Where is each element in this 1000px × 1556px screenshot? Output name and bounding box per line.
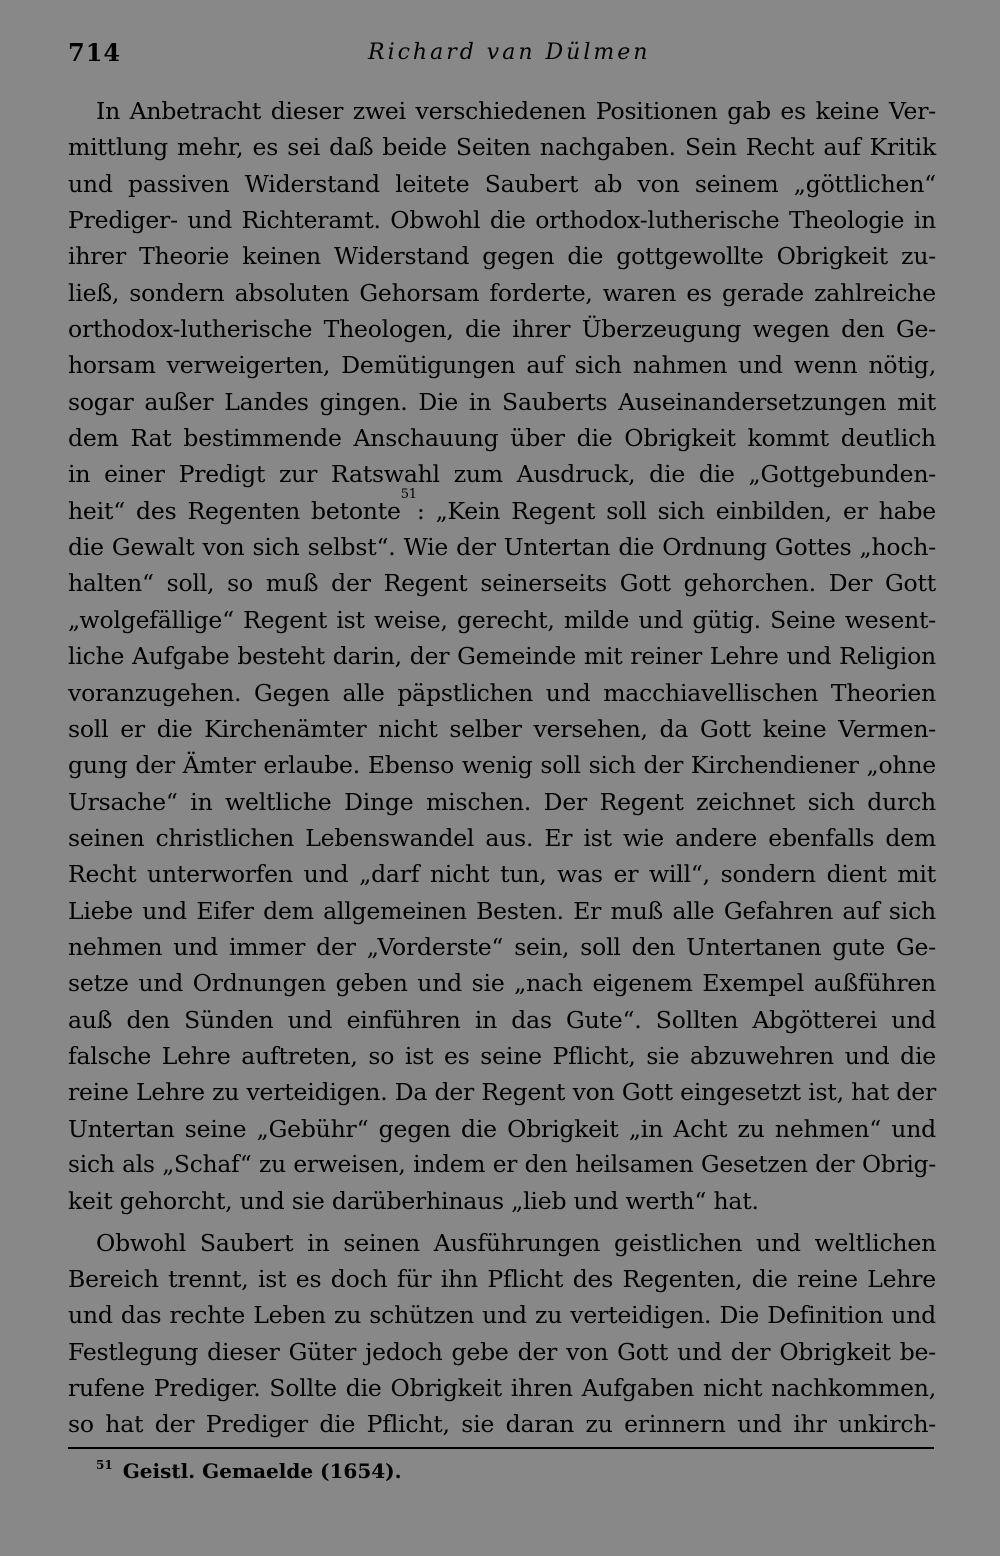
- text-fragment: : „Kein Regent soll sich einbilden, er habe: [416, 496, 937, 525]
- text-line: reine Lehre zu verteidigen. Da der Regent von Gott eingesetzt ist, hat der: [68, 1078, 936, 1107]
- text-line-with-footnote-ref: [68, 486, 937, 529]
- text-line: setze und Ordnungen geben und sie „nach eigenem Exempel außführen: [68, 969, 936, 998]
- body-text: [68, 93, 936, 1443]
- text-line: Bereich trennt, ist es doch für ihn Pflicht des Regenten, die reine Lehre: [68, 1265, 936, 1293]
- text-line: in einer Predigt zur Ratswahl zum Ausdruck, die die „Gottgebunden-: [68, 460, 936, 489]
- text-line: orthodox-lutherische Theologen, die ihrer Überzeugung wegen den Ge-: [68, 315, 936, 344]
- text-line: voranzugehen. Gegen alle päpstlichen und macchiavellischen Theorien: [68, 678, 936, 707]
- text-line: seinen christlichen Lebenswandel aus. Er ist wie andere ebenfalls dem: [68, 823, 936, 852]
- text-line: auß den Sünden und einführen in das Gute“. Sollten Abgötterei und: [68, 1005, 936, 1034]
- text-line: In Anbetracht dieser zwei verschiedenen Positionen gab es keine Ver-: [96, 97, 936, 125]
- footnote: [96, 1459, 402, 1483]
- text-line: Ursache“ in weltliche Dinge mischen. Der Regent zeichnet sich durch: [68, 787, 936, 816]
- text-line: Untertan seine „Gebühr“ gegen die Obrigkeit „in Acht zu nehmen“ und: [68, 1114, 936, 1143]
- text-line: Recht unterworfen und „darf nicht tun, was er will“, sondern dient mit: [68, 860, 936, 889]
- text-line: soll er die Kirchenämter nicht selber versehen, da Gott keine Vermen-: [68, 714, 936, 743]
- text-line: sich als „Schaf“ zu erweisen, indem er den heilsamen Gesetzen der Obrig-: [68, 1150, 936, 1178]
- text-line: keit gehorcht, und sie darüberhinaus „lieb und werth“ hat.: [68, 1187, 759, 1216]
- text-line: und passiven Widerstand leitete Saubert ab von seinem „göttlichen“: [68, 169, 936, 198]
- text-line: „wolgefällige“ Regent ist weise, gerecht, milde und gütig. Seine wesent-: [68, 605, 936, 634]
- page-header: [68, 38, 936, 74]
- page-number: 714: [68, 38, 122, 67]
- text-line: nehmen und immer der „Vorderste“ sein, soll den Untertanen gute Ge-: [68, 932, 936, 961]
- footnote-number: 51: [96, 1458, 113, 1472]
- footnote-text: Geistl. Gemaelde (1654).: [122, 1459, 402, 1483]
- text-line: ihrer Theorie keinen Widerstand gegen die gottgewollte Obrigkeit zu-: [68, 242, 936, 271]
- text-line: dem Rat bestimmende Anschauung über die Obrigkeit kommt deutlich: [68, 424, 936, 453]
- text-line: gung der Ämter erlaube. Ebenso wenig soll sich der Kirchendiener „ohne: [68, 751, 936, 780]
- text-line: ließ, sondern absoluten Gehorsam forderte, waren es gerade zahlreiche: [68, 278, 936, 307]
- text-line: Prediger- und Richteramt. Obwohl die orthodox-lutherische Theologie in: [68, 206, 936, 235]
- text-fragment: heit“ des Regenten betonte: [68, 496, 401, 525]
- running-head: Richard van Dülmen: [368, 40, 651, 65]
- text-line: horsam verweigerten, Demütigungen auf sich nahmen und wenn nötig,: [68, 351, 936, 380]
- text-line: rufene Prediger. Sollte die Obrigkeit ihren Aufgaben nicht nachkommen,: [68, 1374, 936, 1403]
- text-line: mittlung mehr, es sei daß beide Seiten nachgaben. Sein Recht auf Kritik: [68, 133, 936, 162]
- text-line: liche Aufgabe besteht darin, der Gemeinde mit reiner Lehre und Religion: [68, 642, 936, 671]
- text-line: Liebe und Eifer dem allgemeinen Besten. Er muß alle Gefahren auf sich: [68, 896, 936, 925]
- text-line: sogar außer Landes gingen. Die in Sauberts Auseinandersetzungen mit: [68, 387, 936, 416]
- text-line: halten“ soll, so muß der Regent seinerseits Gott gehorchen. Der Gott: [68, 569, 936, 598]
- text-line: Festlegung dieser Güter jedoch gebe der von Gott und der Obrigkeit be-: [68, 1337, 936, 1366]
- footnote-reference: 51: [400, 486, 417, 502]
- text-line: so hat der Prediger die Pflicht, sie daran zu erinnern und ihr unkirch-: [68, 1410, 936, 1439]
- text-line: Obwohl Saubert in seinen Ausführungen geistlichen und weltlichen: [96, 1228, 936, 1257]
- text-line: die Gewalt von sich selbst“. Wie der Untertan die Ordnung Gottes „hoch-: [68, 533, 936, 562]
- text-line: falsche Lehre auftreten, so ist es seine Pflicht, sie abzuwehren und die: [68, 1041, 936, 1070]
- footnote-divider: [68, 1447, 934, 1449]
- text-line: und das rechte Leben zu schützen und zu verteidigen. Die Definition und: [68, 1301, 936, 1330]
